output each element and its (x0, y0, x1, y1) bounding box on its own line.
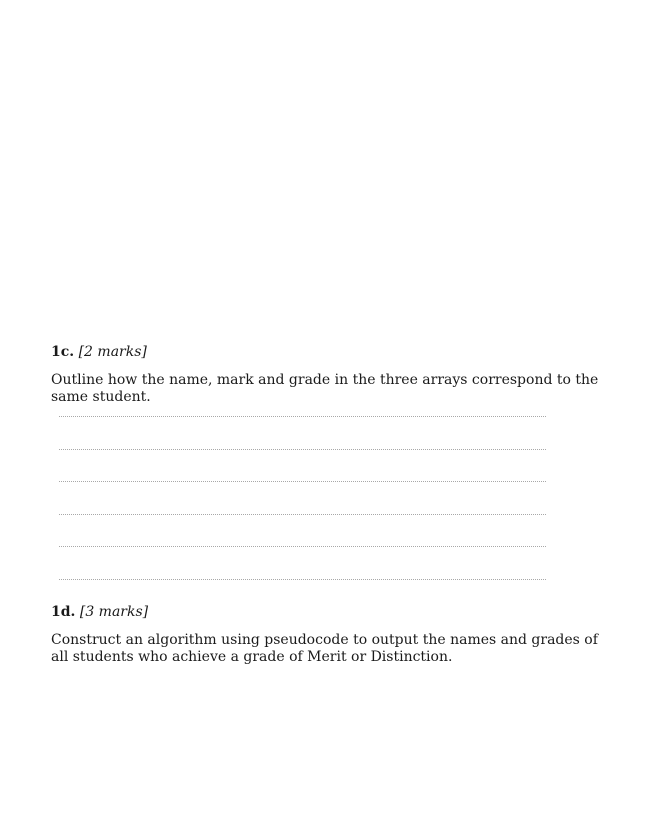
question-1c-number: 1c. (51, 344, 75, 360)
answer-lines (59, 416, 546, 612)
answer-line[interactable] (59, 514, 546, 516)
question-1c-marks: [2 marks] (78, 344, 147, 360)
question-1d-number: 1d. (51, 604, 76, 620)
answer-line[interactable] (59, 546, 546, 548)
answer-line[interactable] (59, 481, 546, 483)
answer-line[interactable] (59, 579, 546, 581)
answer-line[interactable] (59, 416, 546, 418)
answer-line[interactable] (59, 449, 546, 451)
question-1d-text: Construct an algorithm using pseudocode to output the names and grades of all students who achieve a grade of Merit or Distinction. (51, 632, 598, 665)
question-1c-text: Outline how the name, mark and grade in the three arrays correspond to the same student. (51, 372, 599, 405)
question-1c-heading (51, 343, 147, 361)
question-1d-marks: [3 marks] (79, 604, 149, 620)
question-1d-heading (51, 603, 148, 621)
